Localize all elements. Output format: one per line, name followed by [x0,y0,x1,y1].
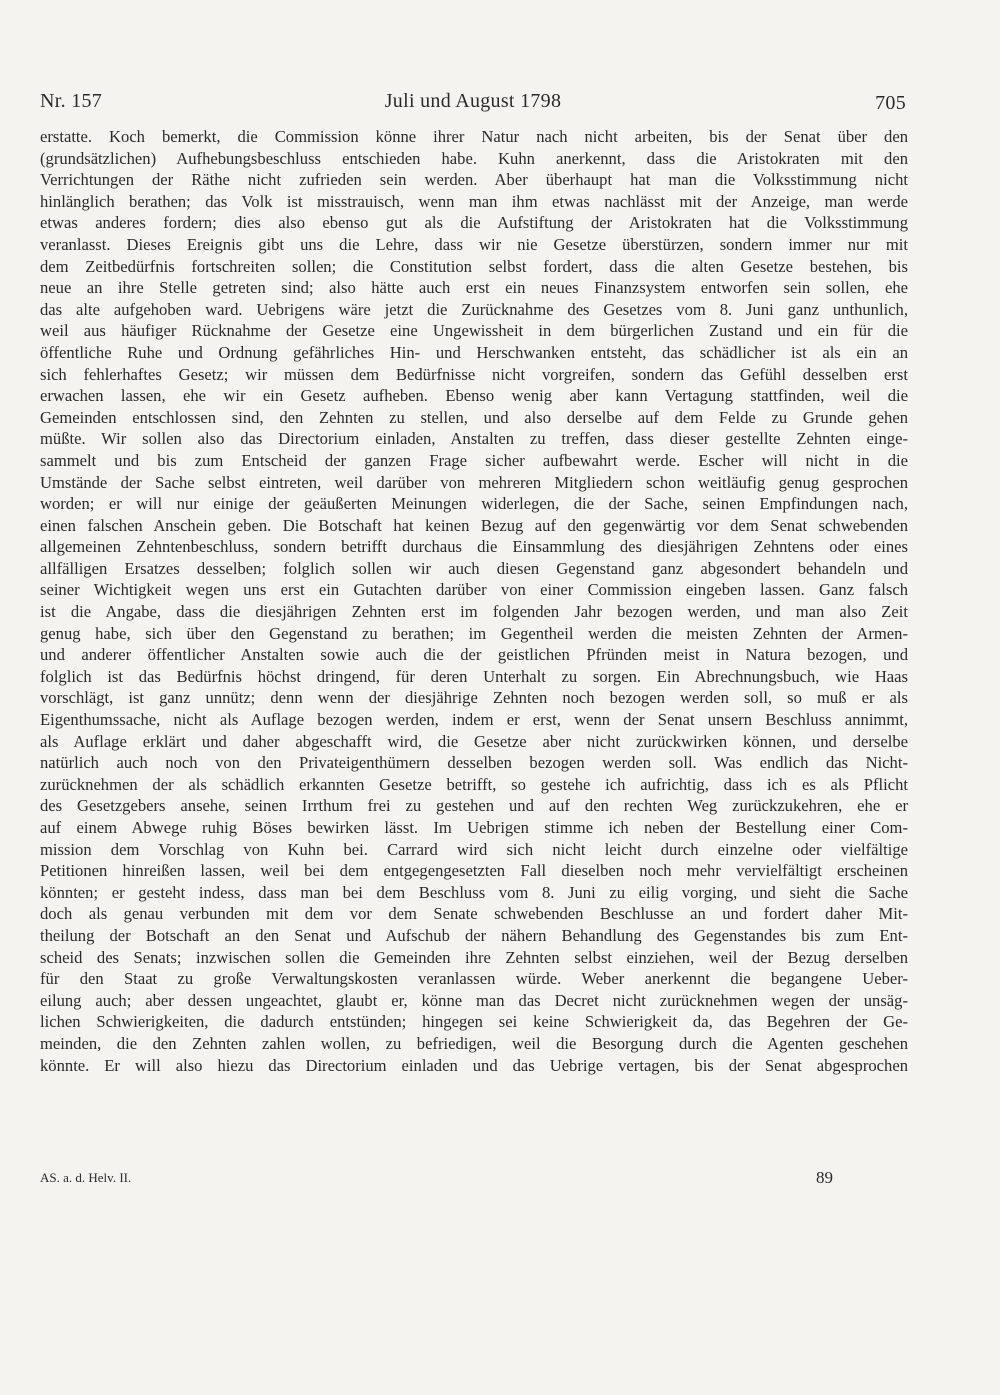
text-line: etwas anderes fordern; dies also ebenso gut als die Aufstiftung der Aristokraten hat die Volksstimmung [40,213,908,233]
text-line: genug habe, sich über den Gegenstand zu berathen; im Gegentheil werden die meisten Zehnten der Armen- [40,623,908,643]
text-line: könnte. Er will also hiezu das Directorium einladen und das Uebrige vertagen, bis der Senat abgesprochen [40,1055,908,1075]
text-line: folglich ist das Bedürfnis höchst dringend, für deren Unterhalt zu sorgen. Ein Abrechnungsbuch, wie Haas [40,666,908,686]
text-line: erstatte. Koch bemerkt, die Commission könne ihrer Natur nach nicht arbeiten, bis der Senat über den [40,127,908,146]
text-line: sich fehlerhaftes Gesetz; wir müssen dem Bedürfnisse nicht vorgreifen, sondern das Gefühl desselben erst [40,364,908,384]
page-header [40,90,906,116]
text-line: Petitionen hinreißen lassen, weil bei dem entgegengesetzten Fall dieselben noch mehr vervielfältigt erscheinen [40,861,908,881]
running-title: Juli und August 1798 [384,90,562,112]
text-line: doch als genau verbunden mit dem vor dem Senate schwebenden Beschlusse an und fordert daher Mit- [40,904,908,924]
body-text [40,126,908,1076]
text-line: auf einem Abwege ruhig Böses bewirken lässt. Im Uebrigen stimme ich neben der Bestellung einer Com- [40,818,908,837]
text-line: als Auflage erklärt und daher abgeschafft wird, die Gesetze aber nicht zurückwirken können, und derselbe [40,731,908,751]
sheet-signature: 89 [816,1168,833,1187]
text-line: ist die Angabe, dass die diesjährigen Zehnten erst im folgenden Jahr bezogen werden, und man also Zeit [40,602,908,622]
text-line: veranlasst. Dieses Ereignis gibt uns die Lehre, dass wir nie Gesetze überstürzen, sondern immer nur mit [40,234,908,254]
text-line: Umstände der Sache selbst eintreten, weil darüber von mehreren Mitgliedern schon weitläufig genug gesprochen [40,472,908,492]
text-line: einen falschen Anschein geben. Die Botschaft hat keinen Bezug auf den gegenwärtig vor dem Senat schwebenden [40,515,908,535]
text-line: eilung auch; aber dessen ungeachtet, glaubt er, könne man das Decret nicht zurücknehmen wegen der unsäg- [40,990,908,1010]
text-line: dem Zeitbedürfnis fortschreiten sollen; die Constitution selbst fordert, dass die alten Gesetze bestehen, bis [40,256,908,276]
text-line: weil aus häufiger Rücknahme der Gesetze eine Ungewissheit in dem bürgerlichen Zustand und ein für die [40,321,908,341]
text-line: hinlänglich berathen; das Volk ist misstrauisch, wenn man ihm etwas nachlässt mit der Anzeige, man werde [40,191,908,211]
text-line: erwachen lassen, ehe wir ein Gesetz aufheben. Ebenso wenig aber kann Vertagung stattfinden, weil die [40,386,908,406]
text-line: des Gesetzgebers ansehe, seinen Irrthum frei zu gestehen und auf den rechten Weg zurückzukehren, ehe er [40,796,908,816]
text-line: scheid des Senats; inzwischen sollen die Gemeinden ihre Zehnten selbst einziehen, weil der Bezug derselben [40,947,908,967]
text-line: Eigenthumssache, nicht als Auflage bezogen werden, indem er erst, wenn der Senat unsern Beschluss annimmt, [40,710,908,730]
text-line: sammelt und bis zum Entscheid der ganzen Frage sicher aufbewahrt werde. Escher will nicht in die [40,450,908,470]
page-footer [40,1168,908,1188]
text-line: meinden, die den Zehnten zahlen wollen, zu befriedigen, weil die Besorgung durch die Agenten geschehen [40,1033,908,1053]
text-line: und anderer öffentlicher Anstalten sowie auch die der geistlichen Pfründen meist in Natura bezogen, und [40,645,908,665]
text-line: könnten; er gesteht indess, dass man bei dem Beschluss vom 8. Juni zu eilig vorging, und sieht die Sache [40,882,908,902]
text-line: vorschlägt, ist ganz unnütz; denn wenn der diesjährige Zehnten noch bezogen werden soll, so muß er als [40,688,908,708]
document-number: Nr. 157 [40,90,103,112]
source-reference: AS. a. d. Helv. II. [40,1170,132,1185]
text-line: allgemeinen Zehntenbeschluss, sondern betrifft durchaus die Einsammlung des diesjährigen Zehntens oder eines [40,537,908,557]
text-line: neue an ihre Stelle getreten sind; also hätte auch erst ein neues Finanzsystem entworfen sein sollen, ehe [40,278,908,298]
text-line: (grundsätzlichen) Aufhebungsbeschluss entschieden habe. Kuhn anerkennt, dass die Aristokraten mit den [40,148,908,168]
text-line: lichen Schwierigkeiten, die dadurch entstünden; hingegen sei keine Schwierigkeit da, das Begehren der Ge- [40,1012,908,1032]
text-line: theilung der Botschaft an den Senat und Aufschub der nähern Behandlung des Gegenstandes bis zum Ent- [40,925,908,945]
text-line: natürlich auch noch von den Privateigenthümern desselben bezogen werden soll. Was endlich das Nicht- [40,753,908,773]
text-line: allfälligen Ersatzes desselben; folglich sollen wir auch diesen Gegenstand ganz abgesondert behandeln und [40,558,908,578]
text-line: seiner Wichtigkeit wegen uns erst ein Gutachten darüber von einer Commission eingeben lassen. Ganz falsch [40,580,908,600]
text-line: mission dem Vorschlag von Kuhn bei. Carrard wird sich nicht leicht durch einzelne oder vielfältige [40,839,908,859]
page-number: 705 [875,92,906,114]
text-line: Gemeinden entschlossen sind, den Zehnten zu stellen, und also derselbe auf dem Felde zu Grunde gehen [40,407,908,427]
text-line: müßte. Wir sollen also das Directorium einladen, Anstalten zu treffen, dass dieser gestellte Zehnten einge- [40,429,908,449]
text-line: Verrichtungen der Räthe nicht zufrieden sein werden. Aber überhaupt hat man die Volksstimmung nicht [40,170,908,190]
text-line: das alte aufgehoben ward. Uebrigens wäre jetzt die Zurücknahme des Gesetzes vom 8. Juni ganz unthunlich, [40,299,908,319]
text-line: worden; er will nur einige der geäußerten Meinungen widerlegen, die der Sache, seinen Empfindungen nach, [40,494,908,514]
text-line: öffentliche Ruhe und Ordnung gefährliches Hin- und Herschwanken entsteht, das schädlicher ist als ein an [40,342,908,362]
text-line: für den Staat zu große Verwaltungskosten veranlassen würde. Weber anerkennt die begangene Ueber- [40,969,908,989]
text-line: zurücknehmen der als schädlich erkannten Gesetze betrifft, so gestehe ich aufrichtig, dass ich es als Pflicht [40,774,908,794]
